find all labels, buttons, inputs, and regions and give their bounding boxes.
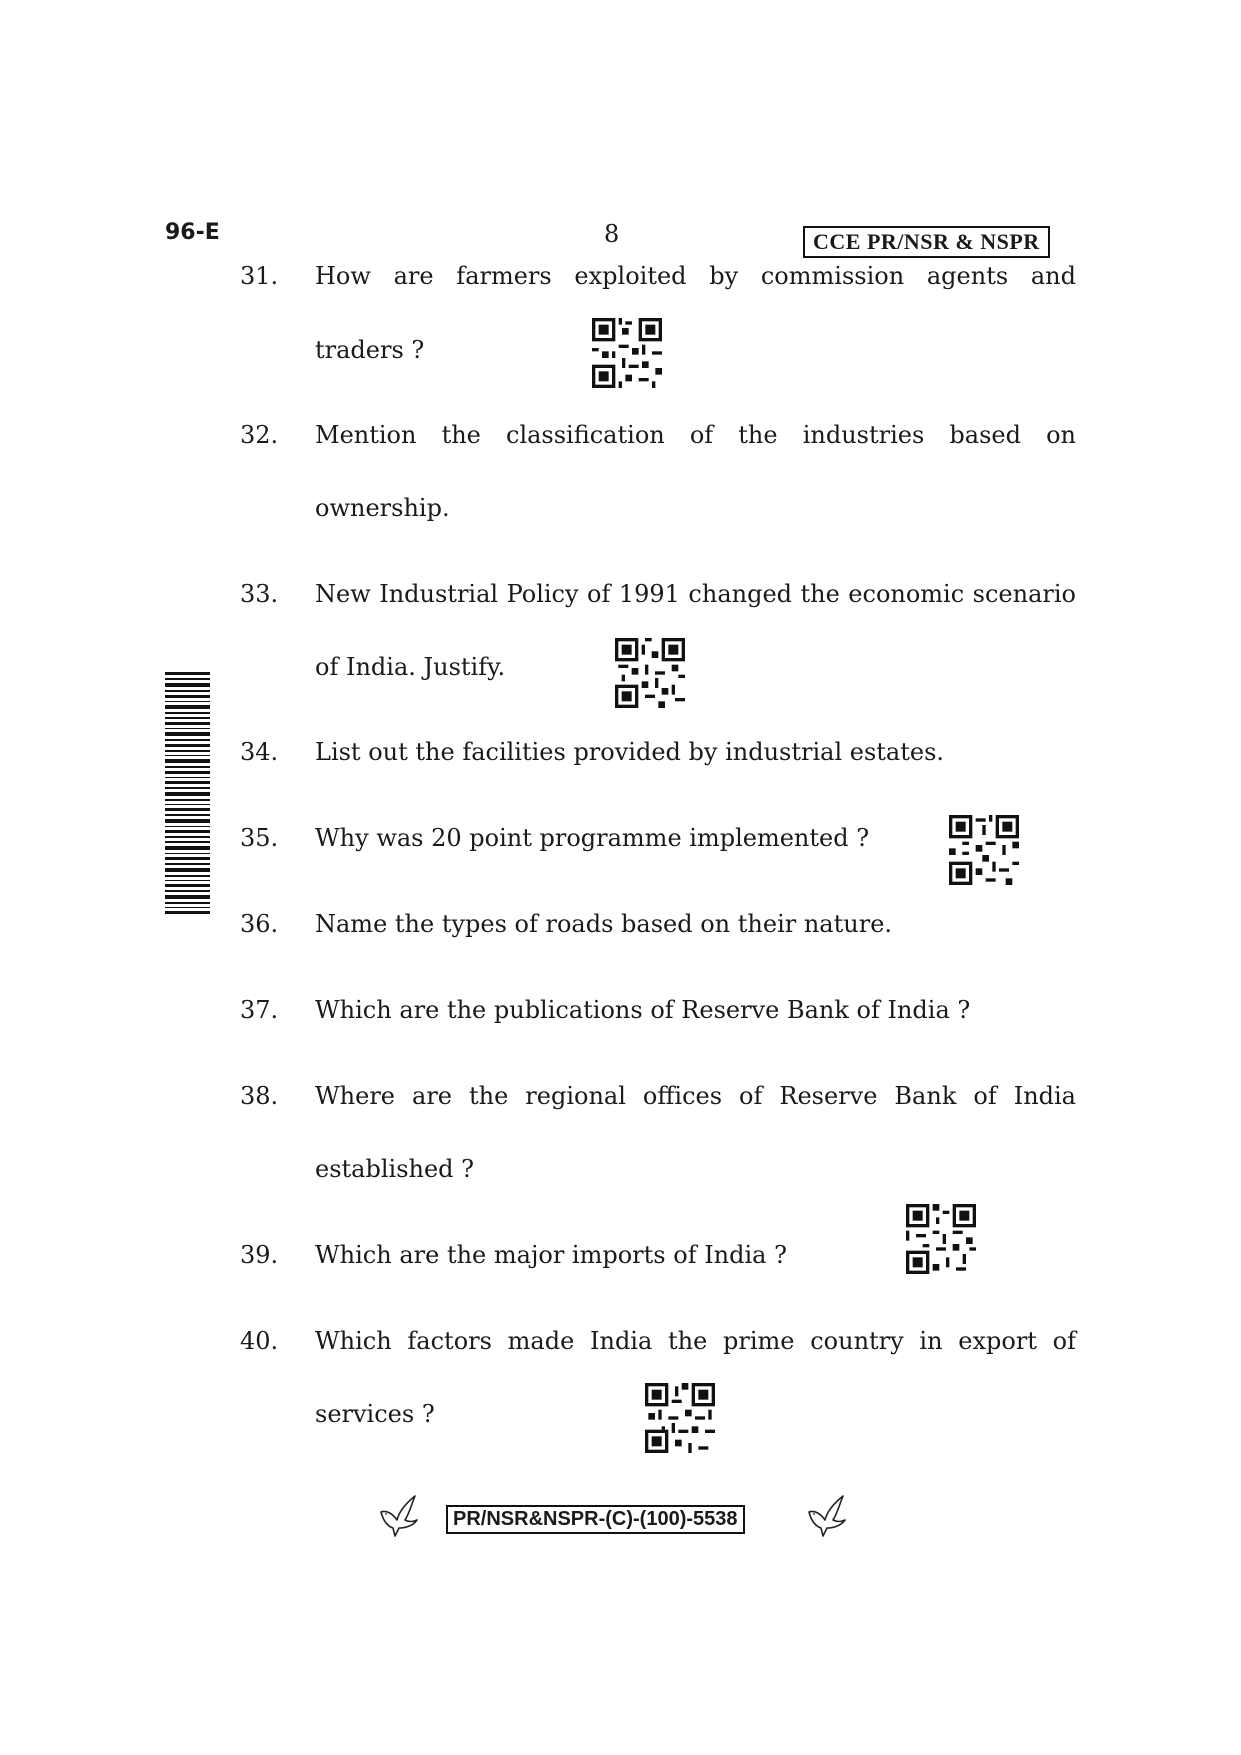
question-number: 39. [240,1241,279,1269]
barcode-icon [165,672,210,914]
dove-icon [803,1492,851,1540]
question-number: 40. [240,1327,279,1355]
exam-title-box: CCE PR/NSR & NSPR [803,226,1050,258]
question-number: 32. [240,421,279,449]
question-number: 31. [240,262,279,290]
question-text: Name the types of roads based on their nature. [315,910,893,938]
page-number: 8 [604,220,620,248]
question-text: Where are the regional offices of Reserve Bank of India [315,1082,1076,1110]
qr-code-icon [906,1204,976,1274]
question-text-continued: traders ? [315,336,425,364]
question-number: 36. [240,910,279,938]
question-text-continued: established ? [315,1155,475,1183]
qr-code-icon [949,815,1019,885]
paper-code: 96-E [165,220,220,245]
question-text: Which factors made India the prime country in export of [315,1327,1076,1355]
question-text: Which are the major imports of India ? [315,1241,787,1269]
dove-icon [375,1492,423,1540]
question-text: New Industrial Policy of 1991 changed the economic scenario [315,580,1076,608]
question-text: Mention the classification of the industries based on [315,421,1076,449]
question-text-continued: services ? [315,1400,435,1428]
qr-code-icon [645,1383,715,1453]
question-text: List out the facilities provided by industrial estates. [315,738,945,766]
question-text: Which are the publications of Reserve Bank of India ? [315,996,971,1024]
qr-code-icon [592,318,662,388]
question-number: 37. [240,996,279,1024]
question-number: 34. [240,738,279,766]
question-text-continued: ownership. [315,494,450,522]
question-number: 33. [240,580,279,608]
question-text: How are farmers exploited by commission agents and [315,262,1076,290]
question-number: 35. [240,824,279,852]
question-text-continued: of India. Justify. [315,653,506,681]
question-number: 38. [240,1082,279,1110]
paper-code-footer: PR/NSR&NSPR-(C)-(100)-5538 [446,1505,745,1534]
qr-code-icon [615,638,685,708]
question-text: Why was 20 point programme implemented ? [315,824,870,852]
